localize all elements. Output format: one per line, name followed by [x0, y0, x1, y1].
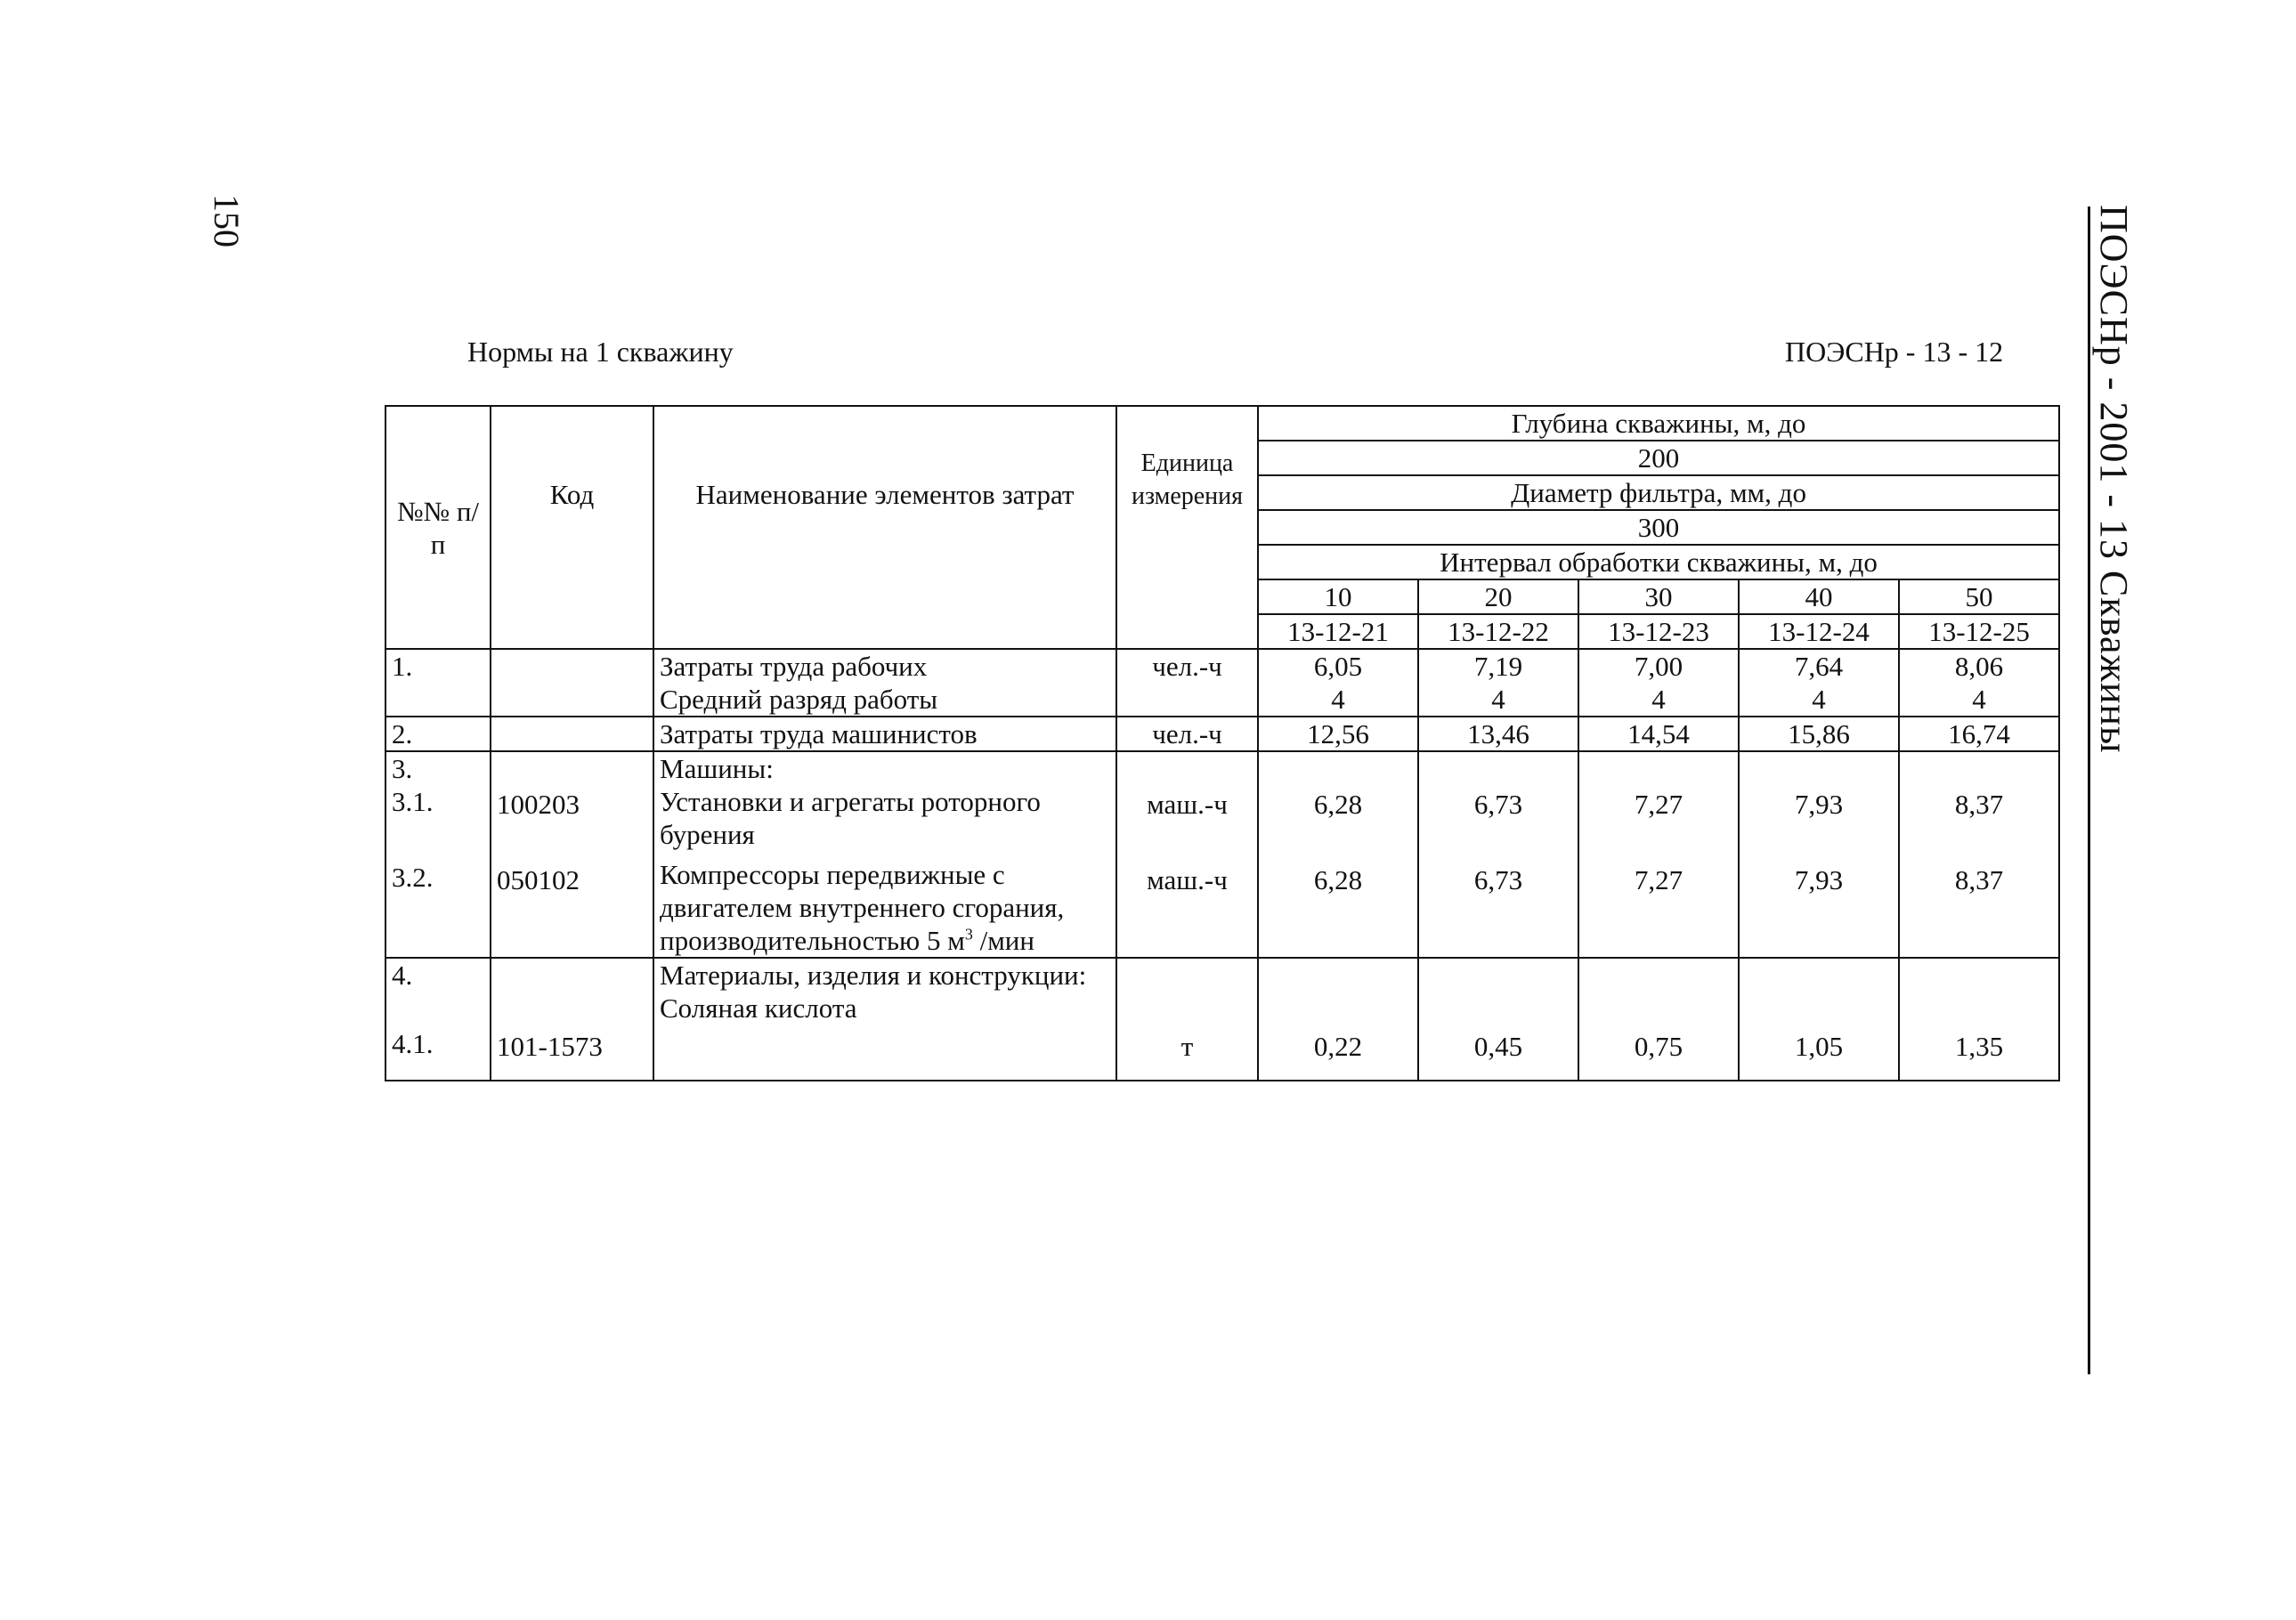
value: 0,22	[1313, 1031, 1363, 1062]
row-value	[1418, 958, 1578, 1081]
row-value	[1418, 649, 1578, 717]
value: 4	[1491, 684, 1505, 715]
row-name-sup: 3	[964, 925, 973, 944]
row-name	[653, 649, 1116, 717]
row-unit: чел.-ч	[1116, 649, 1258, 717]
value: 7,27	[1634, 789, 1683, 820]
side-title: ПОЭСНр - 2001 - 13 Скважины	[2092, 205, 2136, 754]
value: 6,05	[1313, 651, 1363, 682]
row-name-tail: /мин	[972, 925, 1034, 956]
row-unit-line: т	[1180, 1031, 1194, 1062]
row-code-line: 101-1573	[497, 1031, 603, 1062]
row-value	[1578, 751, 1739, 958]
row-code	[491, 717, 653, 751]
row-value: 12,56	[1258, 717, 1418, 751]
row-num-line: 3.2.	[392, 862, 434, 893]
header-interval: 50	[1899, 579, 2059, 614]
value: 4	[1812, 684, 1826, 715]
header-interval: 20	[1418, 579, 1578, 614]
header-norm-code: 13-12-24	[1739, 614, 1899, 649]
value: 7,93	[1794, 864, 1844, 895]
value: 8,06	[1954, 651, 2004, 682]
row-num: 1.	[385, 649, 491, 717]
row-name	[653, 751, 1116, 958]
value: 6,28	[1313, 789, 1363, 820]
row-value	[1258, 649, 1418, 717]
value: 7,00	[1634, 651, 1683, 682]
row-value	[1739, 958, 1899, 1081]
row-value	[1899, 649, 2059, 717]
header-norm-code: 13-12-21	[1258, 614, 1418, 649]
value: 8,37	[1954, 789, 2004, 820]
row-unit-line: маш.-ч	[1147, 789, 1228, 820]
row-name-line: Соляная кислота	[660, 992, 857, 1024]
row-unit	[1116, 751, 1258, 958]
row-name-line: Материалы, изделия и конструкции:	[660, 960, 1087, 991]
row-name	[653, 958, 1116, 1081]
row-value	[1899, 958, 2059, 1081]
row-name-line: Средний разряд работы	[660, 684, 938, 715]
row-num-line: 4.	[392, 960, 413, 991]
row-value	[1899, 751, 2059, 958]
side-rule	[2088, 207, 2090, 1374]
row-value	[1739, 649, 1899, 717]
row-code-line: 100203	[497, 789, 580, 820]
row-value: 14,54	[1578, 717, 1739, 751]
header-interval: 40	[1739, 579, 1899, 614]
row-num-line: 3.1.	[392, 786, 434, 817]
value: 6,73	[1473, 789, 1523, 820]
table-row	[385, 751, 2059, 958]
row-num	[385, 751, 491, 958]
header-unit: Единица измерения	[1116, 406, 1258, 649]
row-name-line: Установки и агрегаты роторного бурения	[660, 786, 1041, 850]
header-norm-code: 13-12-22	[1418, 614, 1578, 649]
row-value	[1258, 751, 1418, 958]
header-norm-code: 13-12-23	[1578, 614, 1739, 649]
row-code	[491, 649, 653, 717]
header-diameter-label: Диаметр фильтра, мм, до	[1258, 475, 2059, 510]
row-name-line: Затраты труда рабочих	[660, 651, 928, 682]
row-code	[491, 958, 653, 1081]
header-num: №№ п/п	[385, 406, 491, 649]
value: 7,27	[1634, 864, 1683, 895]
header-interval: 30	[1578, 579, 1739, 614]
row-value	[1578, 958, 1739, 1081]
norm-header: Нормы на 1 скважину	[467, 336, 734, 368]
page-number: 150	[207, 194, 247, 247]
header-depth-label: Глубина скважины, м, до	[1258, 406, 2059, 441]
row-value	[1739, 751, 1899, 958]
row-value	[1258, 958, 1418, 1081]
value: 1,35	[1954, 1031, 2004, 1062]
row-num: 2.	[385, 717, 491, 751]
value: 7,19	[1473, 651, 1523, 682]
value: 4	[1972, 684, 1986, 715]
value: 7,93	[1794, 789, 1844, 820]
doc-code-header: ПОЭСНр - 13 - 12	[1785, 336, 2004, 368]
norms-table	[385, 405, 2060, 1081]
row-name-line	[660, 858, 1110, 957]
header-interval-label: Интервал обработки скважины, м, до	[1258, 545, 2059, 579]
header-diameter-value: 300	[1258, 510, 2059, 545]
header-code: Код	[491, 406, 653, 649]
header-depth-value: 200	[1258, 441, 2059, 475]
row-unit	[1116, 958, 1258, 1081]
table-row	[385, 649, 2059, 717]
value: 7,64	[1794, 651, 1844, 682]
row-num	[385, 958, 491, 1081]
header-norm-code: 13-12-25	[1899, 614, 2059, 649]
value: 4	[1331, 684, 1345, 715]
table-row	[385, 717, 2059, 751]
row-code	[491, 751, 653, 958]
row-name-line: Машины:	[660, 753, 774, 784]
value: 0,45	[1473, 1031, 1523, 1062]
row-num-line: 4.1.	[392, 1028, 434, 1059]
table-row	[385, 958, 2059, 1081]
value: 8,37	[1954, 864, 2004, 895]
row-value	[1578, 649, 1739, 717]
row-code-line: 050102	[497, 864, 580, 895]
value: 1,05	[1794, 1031, 1844, 1062]
header-interval: 10	[1258, 579, 1418, 614]
row-unit-line: маш.-ч	[1147, 864, 1228, 895]
value: 4	[1651, 684, 1666, 715]
value: 6,73	[1473, 864, 1523, 895]
row-value: 15,86	[1739, 717, 1899, 751]
value: 0,75	[1634, 1031, 1683, 1062]
value: 6,28	[1313, 864, 1363, 895]
row-unit: чел.-ч	[1116, 717, 1258, 751]
row-value	[1418, 751, 1578, 958]
header-name: Наименование элементов затрат	[653, 406, 1116, 649]
row-name: Затраты труда машинистов	[653, 717, 1116, 751]
row-value: 16,74	[1899, 717, 2059, 751]
row-num-line: 3.	[392, 753, 413, 784]
row-name-text: Компрессоры передвижные с двигателем внутреннего сгорания, производительностью 5 м	[660, 859, 1065, 956]
row-value: 13,46	[1418, 717, 1578, 751]
